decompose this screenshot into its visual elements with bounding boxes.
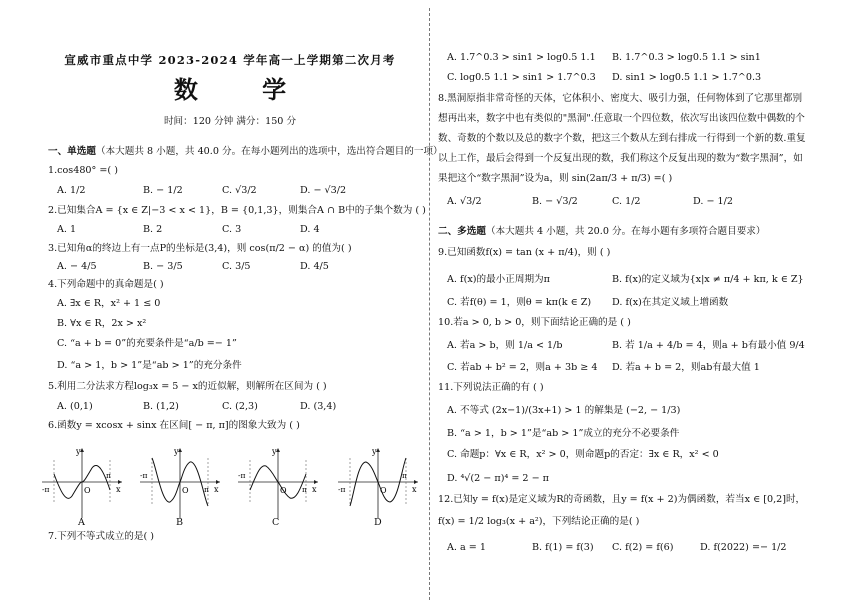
y-arrow-icon [376, 448, 380, 452]
exam-title: 宣威市重点中学 2023-2024 学年高一上学期第二次月考 [64, 53, 396, 67]
q12-line-1: 12.已知y = f(x)是定义域为R的奇函数，且y = f(x + 2)为偶函数，若当x ∈ [0,2]时， [438, 494, 806, 505]
q5-stem: 5.利用二分法求方程log₃x = 5 − x的近似解，则解所在区间为 ( ) [48, 381, 327, 392]
q11-option-c: C. 命题p：∀x ∈ R，x² > 0，则命题p的否定：∃x ∈ R，x² < 0 [447, 449, 719, 460]
x-arrow-icon [414, 480, 418, 484]
origin-label: O [380, 486, 387, 495]
q7-option-c: C. log0.5 1.1 > sin1 > 1.7^0.3 [447, 72, 596, 83]
x-label: x [116, 485, 121, 494]
q6-graph-b [138, 446, 222, 520]
q12-option-d: D. f(2022) =− 1/2 [700, 542, 787, 553]
q8-line-1: 8.黑洞原指非常奇怪的天体，它体积小、密度大、吸引力强，任何物体到了它那里都别 [438, 93, 803, 104]
neg-pi-label: -π [42, 485, 50, 494]
x-label: x [312, 485, 317, 494]
column-divider [429, 8, 430, 600]
neg-pi-label: -π [338, 485, 346, 494]
pi-label: π [204, 485, 209, 494]
y-label: y [372, 447, 377, 456]
q6-graph-a [40, 446, 124, 520]
pi-label: π [302, 485, 307, 494]
q11-option-d: D. ⁴√(2 − π)⁴ = 2 − π [447, 473, 549, 484]
q6-graph-c [236, 446, 320, 520]
q1-option-b: B. − 1/2 [143, 185, 183, 196]
pi-label: π [402, 471, 407, 480]
q2-option-b: B. 2 [143, 224, 163, 235]
section1-heading [48, 146, 443, 158]
q4-option-a: A. ∃x ∈ R，x² + 1 ≤ 0 [57, 298, 161, 309]
q10-option-b: B. 若 1/a + 4/b = 4，则a + b有最小值 9/4 [612, 340, 805, 351]
q12-line-2: f(x) = 1/2 log₃(x + a²)，下列结论正确的是( ) [438, 516, 640, 527]
q2-option-c: C. 3 [222, 224, 242, 235]
q11-option-b: B. “a > 1，b > 1”是“ab > 1”成立的充分不必要条件 [447, 428, 680, 439]
y-arrow-icon [178, 448, 182, 452]
q8-line-4: 以上工作，最后会得到一个反复出现的数，我们称这个反复出现的数为“数字黑洞”，如 [438, 153, 803, 164]
origin-label: O [280, 486, 287, 495]
q9-option-b: B. f(x)的定义域为{x|x ≠ π/4 + kπ, k ∈ Z} [612, 274, 804, 285]
q3-stem: 3.已知角α的终边上有一点P的坐标是(3,4)，则 cos(π/2 − α) 的值为( ) [48, 243, 352, 254]
q8-option-c: C. 1/2 [612, 196, 641, 207]
q5-option-a: A. (0,1) [57, 401, 93, 412]
section1-desc: （本大题共 8 小题，共 40.0 分。在每小题列出的选项中，选出符合题目的一项） [95, 146, 443, 157]
q6-stem: 6.函数y = xcosx + sinx 在区间[ − π, π]的图象大致为 ( ) [48, 420, 300, 431]
q5-option-c: C. (2,3) [222, 401, 258, 412]
q8-line-5: 果把这个“数字黑洞”设为a，则 sin(2aπ/3 + π/3) =( ) [438, 173, 673, 184]
q1-stem: 1.cos480° =( ) [48, 165, 118, 176]
q2-option-a: A. 1 [57, 224, 77, 235]
pi-label: π [106, 471, 111, 480]
q8-option-a: A. √3/2 [447, 196, 482, 207]
q6-graph-d [336, 446, 420, 520]
q3-option-a: A. − 4/5 [57, 261, 97, 272]
q6-label-b: B [176, 517, 184, 528]
q2-option-d: D. 4 [300, 224, 320, 235]
q1-option-d: D. − √3/2 [300, 185, 347, 196]
q3-option-b: B. − 3/5 [143, 261, 183, 272]
neg-pi-label: -π [140, 471, 148, 480]
y-label: y [76, 447, 81, 456]
q4-option-d: D. “a > 1，b > 1”是“ab > 1”的充分条件 [57, 360, 242, 371]
q9-option-d: D. f(x)在其定义域上增函数 [612, 297, 729, 308]
q4-option-b: B. ∀x ∈ R，2x > x² [57, 318, 147, 329]
y-label: y [272, 447, 277, 456]
x-label: x [214, 485, 219, 494]
q8-line-2: 想再出来，数字中也有类似的"黑洞".任意取一个四位数，依次写出该四位数中偶数的个 [438, 113, 805, 124]
q5-option-d: D. (3,4) [300, 401, 337, 412]
q10-option-d: D. 若a + b = 2，则ab有最大值 1 [612, 362, 760, 373]
subject-title: 数 学 [173, 75, 315, 104]
q2-stem: 2.已知集合A = {x ∈ Z|−3 < x < 1}，B = {0,1,3}，则集合A ∩ B中的子集个数为 ( ) [48, 205, 426, 216]
q7-option-a: A. 1.7^0.3 > sin1 > log0.5 1.1 [447, 52, 596, 63]
q7-option-b: B. 1.7^0.3 > log0.5 1.1 > sin1 [612, 52, 761, 63]
q10-option-a: A. 若a > b，则 1/a < 1/b [447, 340, 563, 351]
y-arrow-icon [276, 448, 280, 452]
q6-label-c: C [272, 517, 280, 528]
x-label: x [412, 485, 417, 494]
q9-option-c: C. 若f(θ) = 1，则θ = kπ(k ∈ Z) [447, 297, 592, 308]
q9-stem: 9.已知函数f(x) = tan (x + π/4)，则 ( ) [438, 247, 611, 258]
section1-head: 一、单选题 [48, 146, 96, 157]
q7-stem: 7.下列不等式成立的是( ) [48, 531, 155, 542]
q8-option-b: B. − √3/2 [532, 196, 578, 207]
q8-option-d: D. − 1/2 [693, 196, 733, 207]
q6-label-d: D [374, 517, 382, 528]
q1-option-a: A. 1/2 [57, 185, 86, 196]
q5-option-b: B. (1,2) [143, 401, 179, 412]
q6-label-a: A [78, 517, 85, 528]
q4-option-c: C. “a + b = 0”的充要条件是“a/b =− 1” [57, 338, 237, 349]
q8-line-3: 数、奇数的个数以及总的数字个数，把这三个数从左到右排成一行得到一个新的数.重复 [438, 133, 806, 144]
q9-option-a: A. f(x)的最小正周期为π [447, 274, 550, 285]
time-info: 时间：120 分钟 满分：150 分 [163, 116, 297, 127]
neg-pi-label: -π [238, 471, 246, 480]
q12-option-a: A. a = 1 [447, 542, 486, 553]
q10-stem: 10.若a > 0, b > 0，则下面结论正确的是 ( ) [438, 317, 631, 328]
x-arrow-icon [216, 480, 220, 484]
section2-head: 二、多选题 [438, 226, 486, 237]
q12-option-c: C. f(2) = f(6) [612, 542, 674, 553]
q11-option-a: A. 不等式 (2x−1)/(3x+1) > 1 的解集是 (−2, − 1/3) [447, 405, 681, 416]
origin-label: O [182, 486, 189, 495]
q1-option-c: C. √3/2 [222, 185, 257, 196]
x-arrow-icon [314, 480, 318, 484]
y-arrow-icon [80, 448, 84, 452]
q11-stem: 11.下列说法正确的有 ( ) [438, 382, 544, 393]
q3-option-d: D. 4/5 [300, 261, 329, 272]
q10-option-c: C. 若ab + b² = 2，则a + 3b ≥ 4 [447, 362, 598, 373]
q12-option-b: B. f(1) = f(3) [532, 542, 594, 553]
section2-heading [438, 226, 765, 238]
origin-label: O [84, 486, 91, 495]
section2-desc: （本大题共 4 小题，共 20.0 分。在每小题有多项符合题目要求） [485, 226, 766, 237]
q3-option-c: C. 3/5 [222, 261, 251, 272]
x-arrow-icon [118, 480, 122, 484]
y-label: y [174, 447, 179, 456]
q7-option-d: D. sin1 > log0.5 1.1 > 1.7^0.3 [612, 72, 762, 83]
q4-stem: 4.下列命题中的真命题是( ) [48, 279, 164, 290]
